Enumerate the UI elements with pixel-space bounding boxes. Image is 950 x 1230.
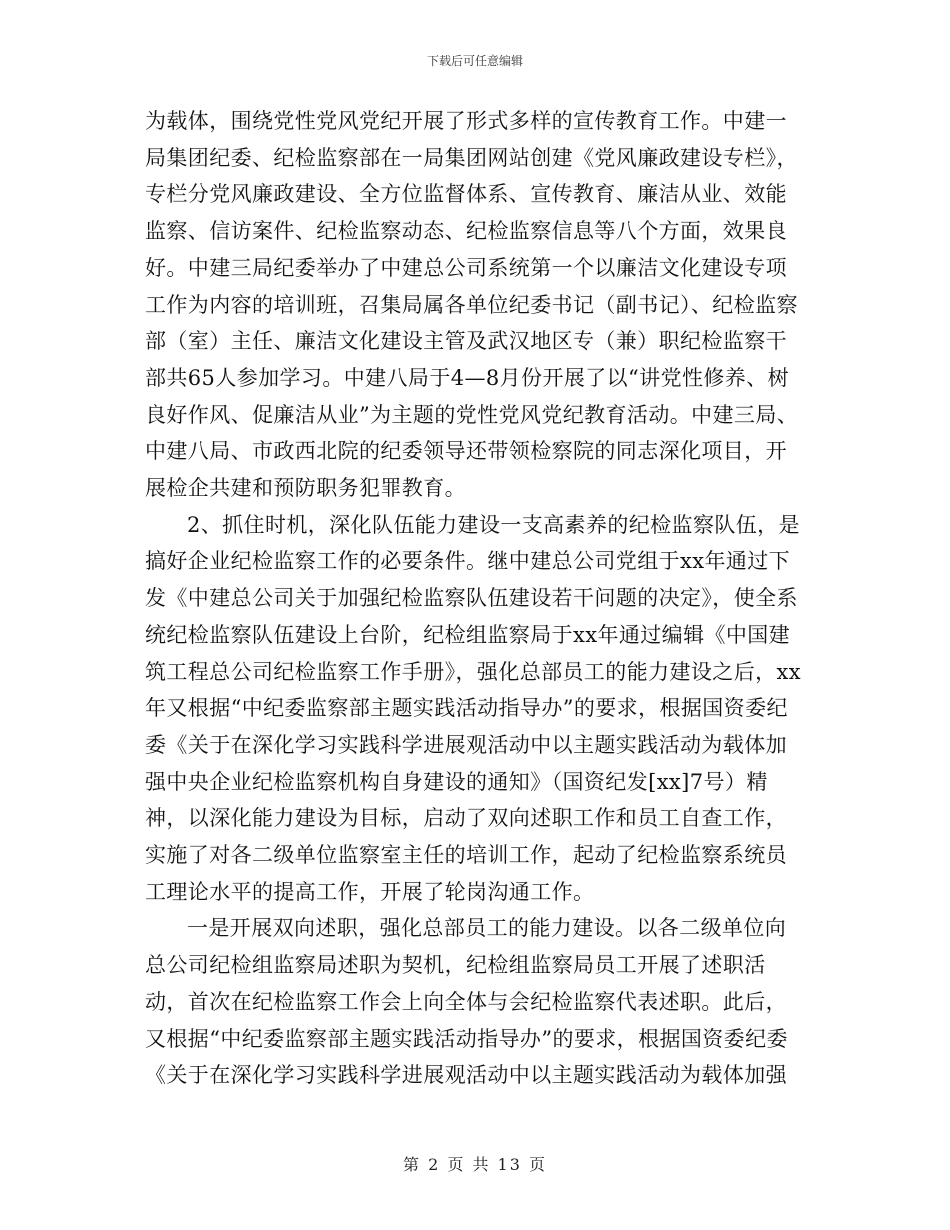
document-body xyxy=(145,103,805,1094)
paragraph-2: 2、抓住时机，深化队伍能力建设一支高素养的纪检监察队伍，是搞好企业纪检监察工作的必要条件。继中建总公司党组于xx年通过下发《中建总公司关于加强纪检监察队伍建设若干问题的决定》，使全系统纪检监察队伍建设上台阶，纪检组监察局于xx年通过编辑《中国建筑工程总公司纪检监察工作手册》，强化总部员工的能力建设之后，xx年又根据“中纪委监察部主题实践活动指导办”的要求，根据国资委纪委《关于在深化学习实践科学进展观活动中以主题实践活动为载体加强中央企业纪检监察机构自身建设的通知》（国资纪发[xx]7号）精神，以深化能力建设为目标，启动了双向述职工作和员工自查工作，实施了对各二级单位监察室主任的培训工作，起动了纪检监察系统员工理论水平的提高工作，开展了轮岗沟通工作。 xyxy=(145,512,801,904)
paragraph-1: 为载体，围绕党性党风党纪开展了形式多样的宣传教育工作。中建一局集团纪委、纪检监察部在一局集团网站创建《党风廉政建设专栏》，专栏分党风廉政建设、全方位监督体系、宣传教育、廉洁从业、效能监察、信访案件、纪检监察动态、纪检监察信息等八个方面，效果良好。中建三局纪委举办了中建总公司系统第一个以廉洁文化建设专项工作为内容的培训班，召集局属各单位纪委书记（副书记）、纪检监察部（室）主任、廉洁文化建设主管及武汉地区专（兼）职纪检监察干部共65人参加学习。中建八局于4—8月份开展了以“讲党性修养、树良好作风、促廉洁从业”为主题的党性党风党纪教育活动。中建三局、中建八局、市政西北院的纪委领导还带领检察院的同志深化项目，开展检企共建和预防职务犯罪教育。 xyxy=(145,109,799,501)
page-number-footer: 第 2 页 共 13 页 xyxy=(403,1155,547,1174)
header-note: 下载后可任意编辑 xyxy=(426,54,523,68)
paragraph-3: 一是开展双向述职，强化总部员工的能力建设。以各二级单位向总公司纪检组监察局述职为契机，纪检组监察局员工开展了述职活动，首次在纪检监察工作会上向全体与会纪检监察代表述职。此后，又根据“中纪委监察部主题实践活动指导办”的要求，根据国资委纪委《关于在深化学习实践科学进展观活动中以主题实践活动为载体加强 xyxy=(145,916,788,1088)
